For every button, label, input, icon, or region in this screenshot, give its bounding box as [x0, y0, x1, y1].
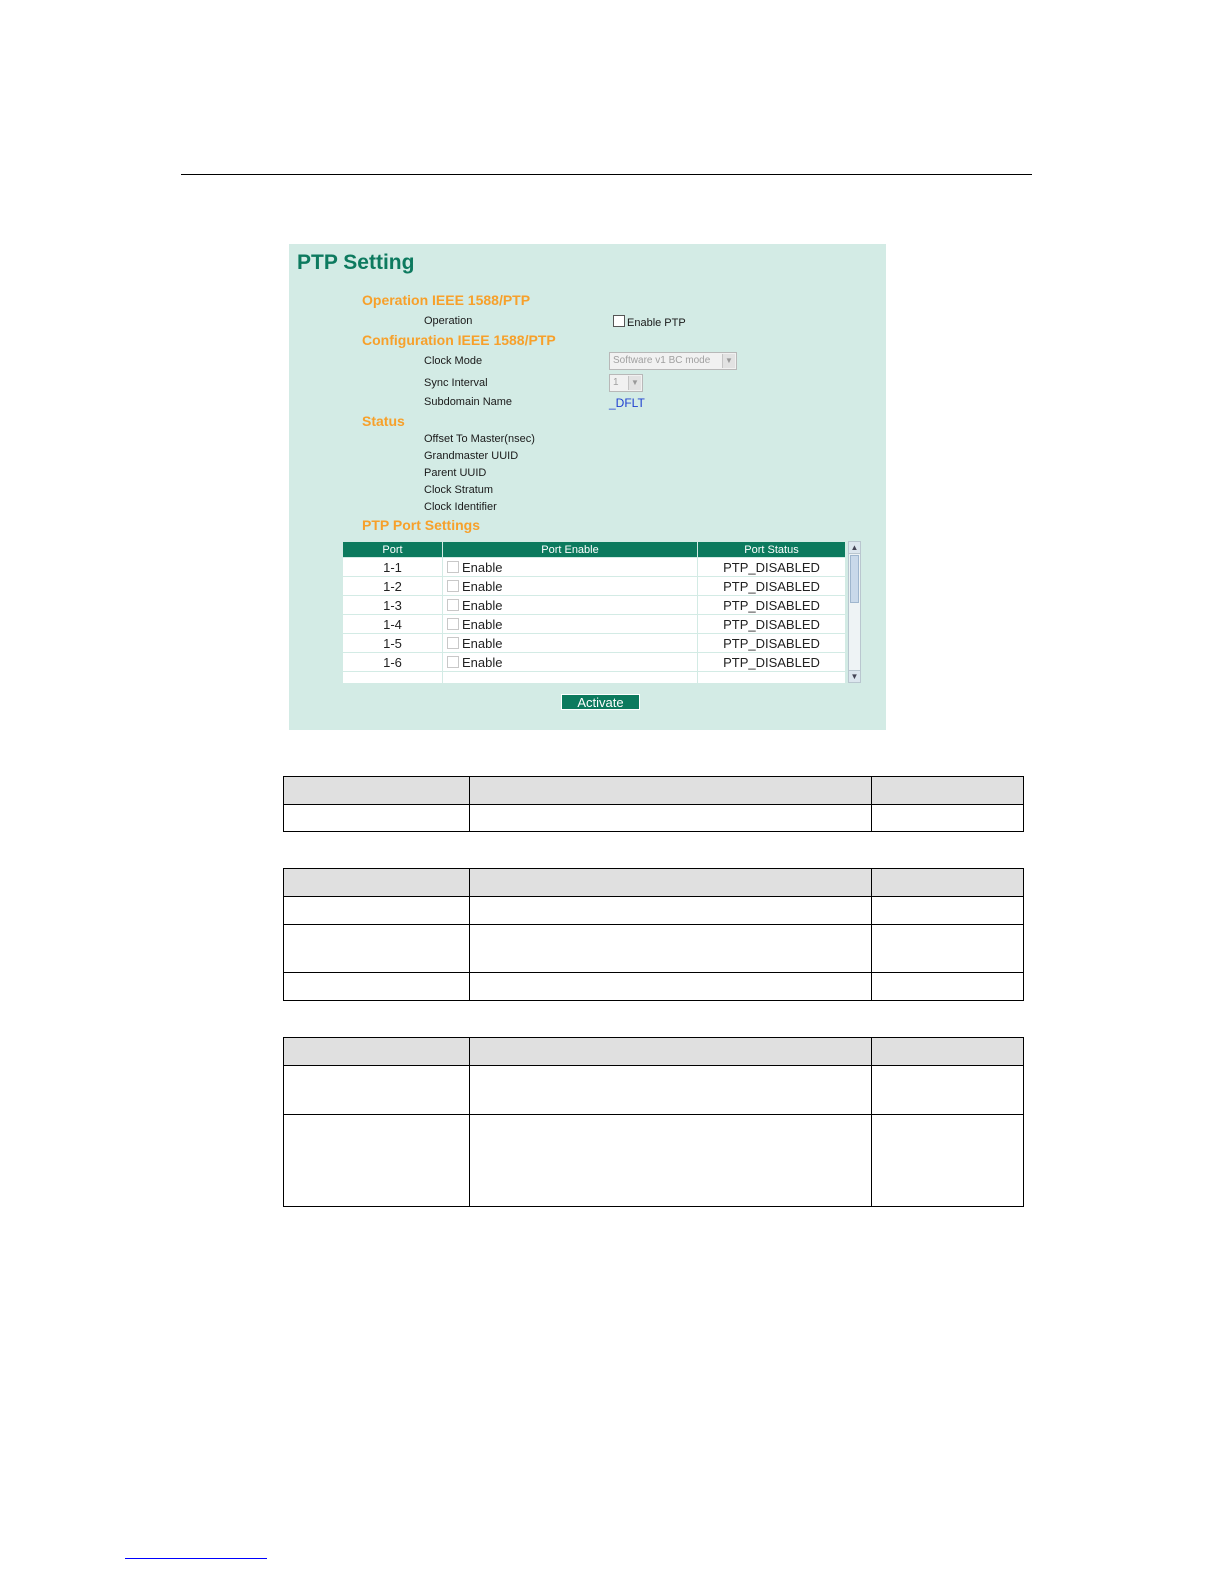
table-header-row [284, 777, 1023, 804]
table-row [284, 924, 1023, 973]
clock-identifier-label: Clock Identifier [424, 501, 497, 513]
port-enable-label: Enable [462, 616, 503, 632]
activate-button[interactable]: Activate [561, 694, 640, 710]
clock-mode-label: Clock Mode [424, 355, 483, 367]
port-enable-checkbox[interactable] [443, 596, 698, 615]
port-enable-checkbox[interactable] [443, 558, 698, 577]
subdomain-label: Subdomain Name [424, 396, 513, 408]
port-id: 1-2 [343, 577, 443, 596]
port-enable-checkbox[interactable] [443, 577, 698, 596]
port-enable-checkbox[interactable] [443, 653, 698, 672]
table-header-row [284, 869, 1023, 896]
column-header-port: Port [343, 542, 443, 558]
checkbox-icon[interactable] [613, 315, 625, 327]
port-id: 1-5 [343, 634, 443, 653]
checkbox-icon[interactable] [447, 618, 459, 630]
port-status: PTP_DISABLED [698, 615, 846, 634]
table-row [284, 1065, 1023, 1115]
port-table-container [342, 541, 861, 683]
table-row [284, 1114, 1023, 1208]
subdomain-value: _DFLT [609, 396, 645, 410]
clock-mode-value: Software v1 BC mode [613, 355, 711, 366]
table-row [284, 972, 1023, 1002]
port-table-scrollbar[interactable] [848, 541, 861, 683]
scroll-up-icon[interactable]: ▲ [850, 543, 859, 552]
operation-label: Operation [424, 315, 473, 327]
clock-mode-select[interactable] [609, 352, 737, 370]
status-section-heading: Status [362, 413, 405, 429]
port-enable-checkbox[interactable] [443, 615, 698, 634]
table-header-row [284, 1038, 1023, 1065]
chevron-down-icon[interactable]: ▼ [628, 376, 641, 390]
chevron-down-icon[interactable]: ▼ [722, 354, 735, 368]
parent-uuid-label: Parent UUID [424, 467, 487, 479]
grandmaster-uuid-label: Grandmaster UUID [424, 450, 519, 462]
table-row [284, 804, 1023, 833]
port-id: 1-4 [343, 615, 443, 634]
header-rule [181, 174, 1032, 175]
doc-table-status [283, 1037, 1024, 1207]
table-row [343, 596, 846, 615]
ptp-setting-panel [289, 244, 886, 730]
operation-section-heading: Operation IEEE 1588/PTP [362, 292, 531, 308]
checkbox-icon[interactable] [447, 580, 459, 592]
port-id: 1-1 [343, 558, 443, 577]
table-row [343, 577, 846, 596]
port-enable-label: Enable [462, 559, 503, 575]
table-row [343, 672, 846, 684]
sync-interval-label: Sync Interval [424, 377, 488, 389]
port-enable-label: Enable [462, 654, 503, 670]
port-status: PTP_DISABLED [698, 577, 846, 596]
config-section-heading: Configuration IEEE 1588/PTP [362, 332, 556, 348]
port-status: PTP_DISABLED [698, 634, 846, 653]
checkbox-icon[interactable] [447, 656, 459, 668]
port-settings-heading: PTP Port Settings [362, 517, 480, 533]
table-row [284, 896, 1023, 925]
column-header-port-enable: Port Enable [443, 542, 698, 558]
table-row [343, 634, 846, 653]
footer-link-underline [125, 1558, 267, 1559]
sync-interval-select[interactable] [609, 374, 643, 392]
table-row [343, 558, 846, 577]
port-enable-label: Enable [462, 578, 503, 594]
port-enable-label: Enable [462, 597, 503, 613]
port-status: PTP_DISABLED [698, 653, 846, 672]
port-enable-checkbox[interactable] [443, 634, 698, 653]
enable-ptp-label: Enable PTP [627, 317, 686, 329]
port-enable-label: Enable [462, 635, 503, 651]
scrollbar-thumb[interactable] [850, 555, 859, 603]
port-status: PTP_DISABLED [698, 596, 846, 615]
checkbox-icon[interactable] [447, 599, 459, 611]
column-header-port-status: Port Status [698, 542, 846, 558]
checkbox-icon[interactable] [447, 637, 459, 649]
table-row [343, 615, 846, 634]
port-id: 1-3 [343, 596, 443, 615]
port-table [342, 541, 846, 683]
scroll-down-icon[interactable]: ▼ [850, 672, 859, 681]
offset-to-master-label: Offset To Master(nsec) [424, 433, 535, 445]
doc-table-operation [283, 776, 1024, 832]
sync-interval-value: 1 [613, 377, 619, 388]
port-id: 1-6 [343, 653, 443, 672]
table-row [343, 653, 846, 672]
clock-stratum-label: Clock Stratum [424, 484, 494, 496]
enable-ptp-checkbox[interactable] [613, 315, 686, 329]
doc-table-configuration [283, 868, 1024, 1001]
port-status: PTP_DISABLED [698, 558, 846, 577]
page-title: PTP Setting [297, 251, 415, 274]
checkbox-icon[interactable] [447, 561, 459, 573]
